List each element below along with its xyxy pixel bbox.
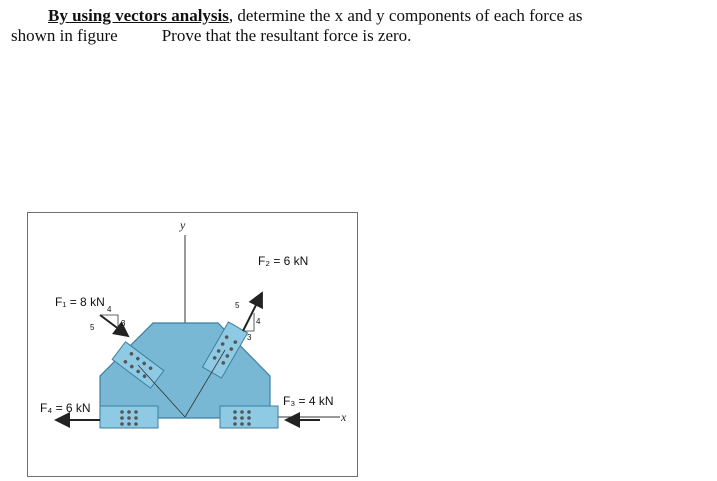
figure-svg: [28, 213, 357, 476]
member-right-horizontal: [220, 406, 278, 428]
f1-slope-c: 5: [90, 323, 95, 332]
f1-slope-b: 3: [121, 319, 126, 328]
question-line-2-b: Prove that the resultant force is zero.: [161, 26, 412, 45]
underlined-phrase: By using vectors analysis: [48, 6, 229, 25]
f2-slope-c: 3: [247, 333, 252, 342]
f4-label: F₄ = 6 kN: [40, 401, 91, 415]
question-line-2: [11, 26, 411, 46]
f2-label: F₂ = 6 kN: [258, 254, 309, 268]
question-line-2-a: shown in figure: [11, 26, 118, 45]
f3-label: F₃ = 4 kN: [283, 394, 334, 408]
question-line-1: [48, 6, 582, 26]
y-axis-label: y: [180, 218, 186, 232]
f1-label: F₁ = 8 kN: [55, 295, 105, 309]
question-line-1-rest: , determine the x and y components of each force as: [228, 6, 583, 25]
f1-slope-a: 4: [107, 305, 112, 314]
gusset-plate-figure: [27, 212, 358, 477]
f2-slope-a: 5: [235, 301, 240, 310]
x-axis-label: x: [341, 410, 347, 424]
member-left-horizontal: [100, 406, 158, 428]
f2-slope-b: 4: [256, 317, 261, 326]
